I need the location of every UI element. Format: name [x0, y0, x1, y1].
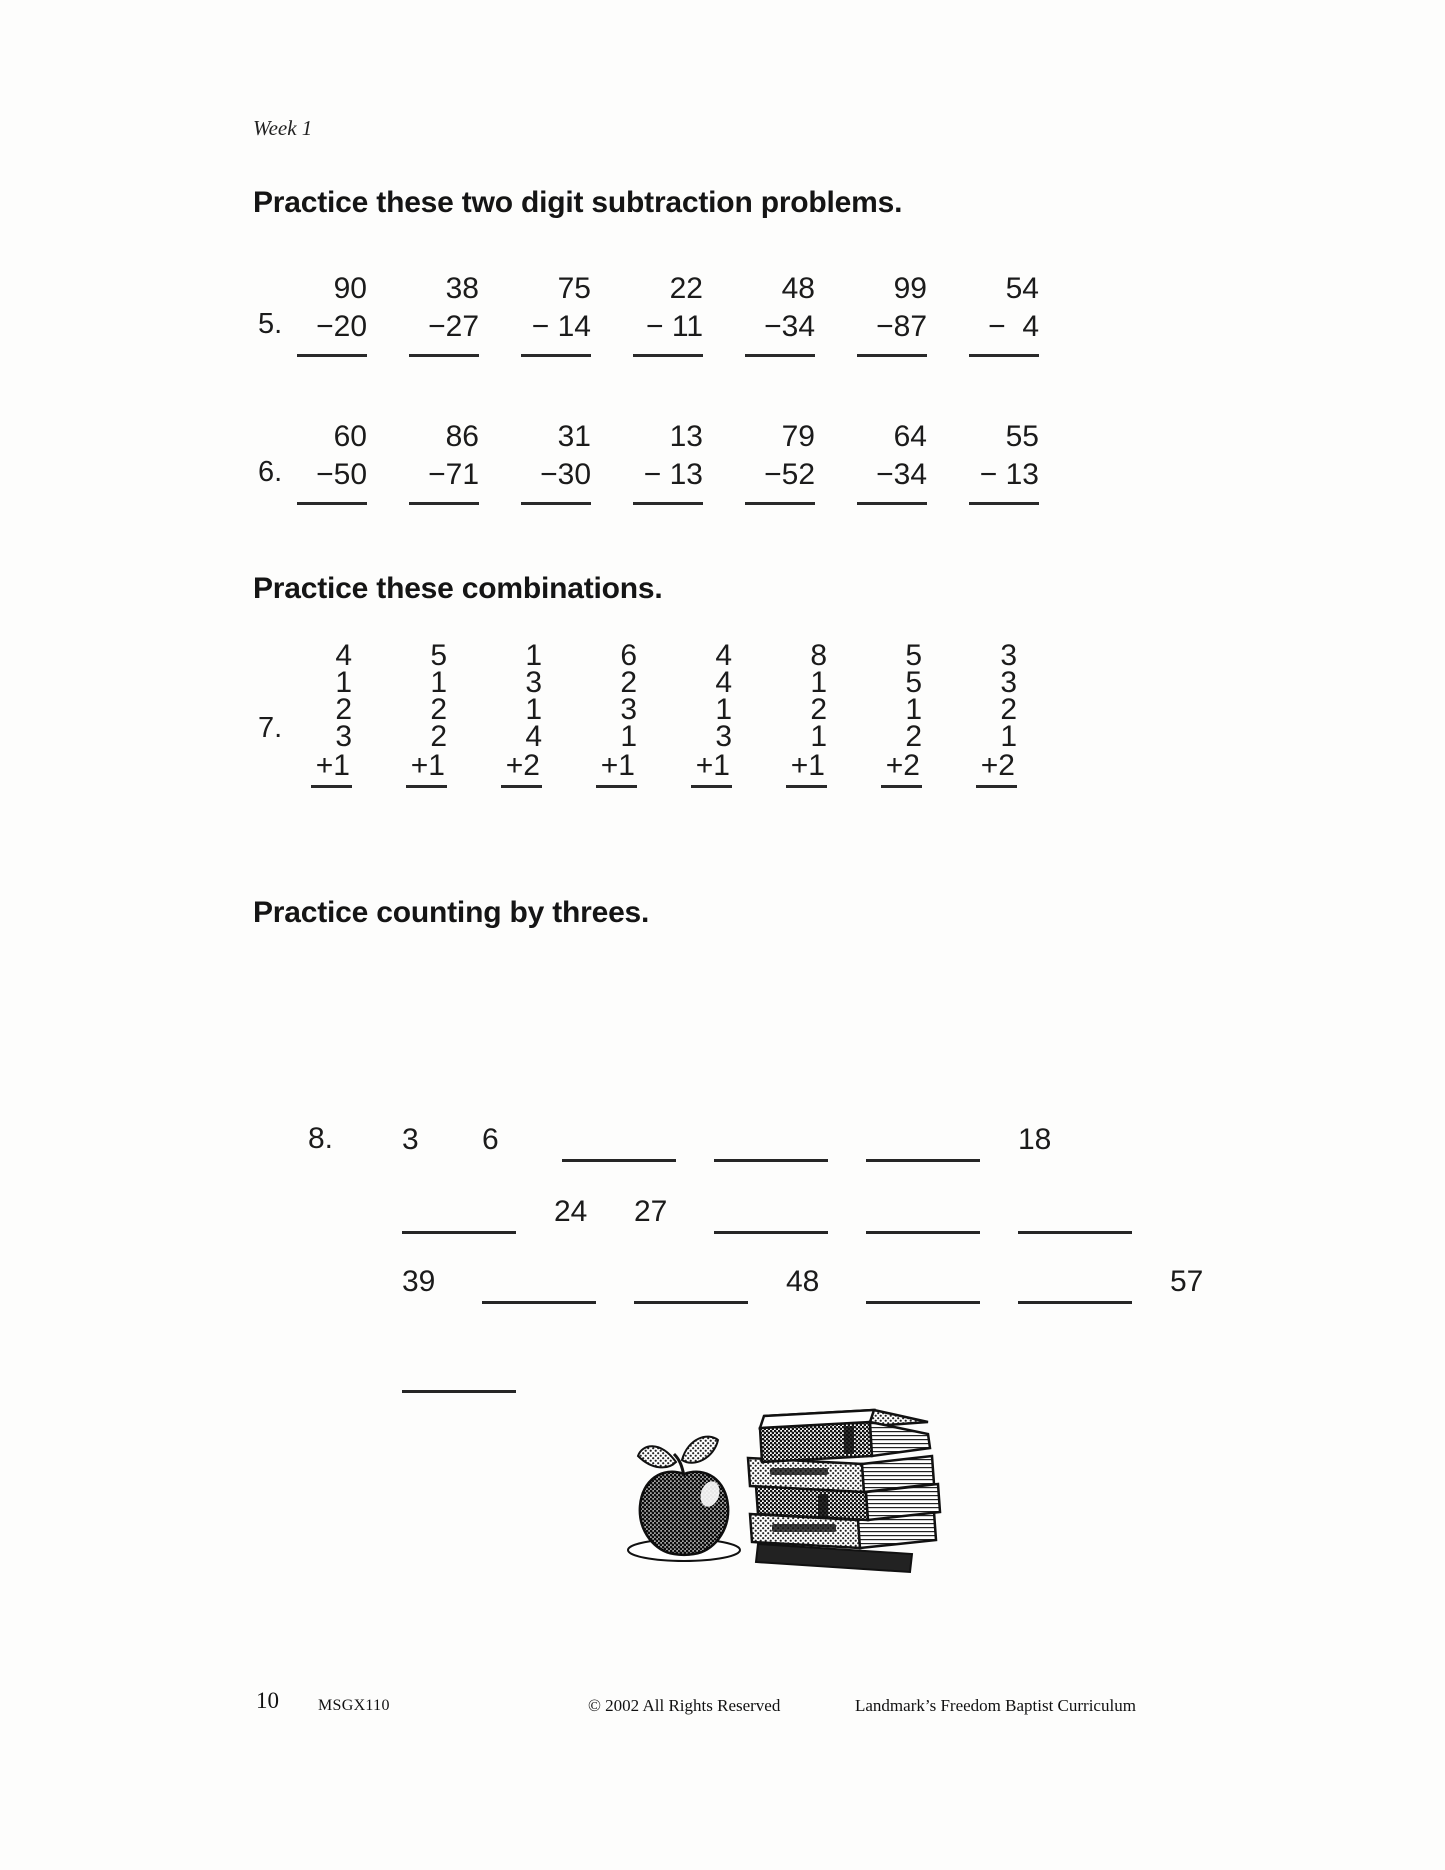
answer-line — [633, 502, 703, 505]
addend: 2 — [905, 720, 922, 753]
addend: 1 — [905, 693, 922, 726]
books-icon — [748, 1410, 940, 1572]
answer-line — [857, 502, 927, 505]
subtraction-problem — [397, 418, 509, 505]
subtrahend: − 14 — [531, 310, 591, 343]
addend: 2 — [810, 693, 827, 726]
combination-column — [950, 639, 1045, 788]
subtrahend: −52 — [764, 458, 815, 491]
subtraction-problem — [397, 270, 509, 357]
addend: 6 — [620, 639, 637, 672]
addend: 1 — [525, 693, 542, 726]
minuend: 22 — [669, 272, 703, 305]
subtraction-problem — [957, 270, 1069, 357]
footer-copyright: © 2002 All Rights Reserved — [588, 1696, 781, 1715]
blank-answer-line — [402, 1350, 516, 1393]
addend: 3 — [1000, 639, 1017, 672]
minuend: 64 — [893, 420, 927, 453]
addend: 3 — [1000, 666, 1017, 699]
final-addend: +2 — [976, 752, 1017, 788]
minuend: 79 — [781, 420, 815, 453]
week-label: Week 1 — [253, 116, 313, 140]
addend: 5 — [430, 639, 447, 672]
minuend: 99 — [893, 272, 927, 305]
answer-line — [521, 354, 591, 357]
footer-publisher: Landmark’s Freedom Baptist Curriculum — [855, 1696, 1136, 1715]
answer-line — [745, 354, 815, 357]
apple-icon — [628, 1437, 740, 1561]
subtraction-row — [258, 418, 1069, 505]
addend: 4 — [335, 639, 352, 672]
addend: 3 — [525, 666, 542, 699]
combination-column — [760, 639, 855, 788]
subtrahend: − 13 — [643, 458, 703, 491]
subtraction-problem — [957, 418, 1069, 505]
subtraction-problem — [621, 270, 733, 357]
final-addend: +1 — [691, 752, 732, 788]
counting-number: 6 — [482, 1123, 499, 1156]
answer-line — [521, 502, 591, 505]
final-addend: +2 — [501, 752, 542, 788]
footer-code: MSGX110 — [318, 1697, 390, 1714]
subtrahend: −50 — [316, 458, 367, 491]
subtraction-problem — [621, 418, 733, 505]
final-addend: +1 — [596, 752, 637, 788]
addend: 5 — [905, 666, 922, 699]
answer-line — [633, 354, 703, 357]
combination-column — [665, 639, 760, 788]
blank-answer-line — [866, 1119, 980, 1162]
blank-answer-line — [714, 1119, 828, 1162]
subtraction-problem — [733, 418, 845, 505]
blank-answer-line — [866, 1191, 980, 1234]
answer-line — [297, 502, 367, 505]
minuend: 60 — [333, 420, 367, 453]
counting-number: 57 — [1170, 1265, 1204, 1298]
minuend: 31 — [557, 420, 591, 453]
answer-line — [745, 502, 815, 505]
addend: 2 — [430, 693, 447, 726]
addend: 5 — [905, 639, 922, 672]
blank-answer-line — [634, 1261, 748, 1304]
subtrahend: −71 — [428, 458, 479, 491]
problem-number: 6. — [258, 456, 283, 488]
addend: 3 — [335, 720, 352, 753]
combinations-section — [285, 639, 1045, 788]
subtraction-problem — [285, 270, 397, 357]
blank-answer-line — [402, 1191, 516, 1234]
counting-row — [402, 1260, 1212, 1304]
minuend: 55 — [1005, 420, 1039, 453]
final-addend: +1 — [311, 752, 352, 788]
subtraction-problem — [733, 270, 845, 357]
apple-and-books-illustration — [622, 1382, 957, 1582]
combination-column — [285, 639, 380, 788]
answer-line — [297, 354, 367, 357]
counting-row — [402, 1118, 1060, 1162]
addend: 2 — [430, 720, 447, 753]
counting-number: 39 — [402, 1265, 436, 1298]
addend: 1 — [1000, 720, 1017, 753]
counting-number: 48 — [786, 1265, 820, 1298]
combination-column — [380, 639, 475, 788]
addend: 8 — [810, 639, 827, 672]
addend: 1 — [715, 693, 732, 726]
addend: 2 — [335, 693, 352, 726]
counting-heading: Practice counting by threes. — [253, 896, 650, 929]
addend: 1 — [620, 720, 637, 753]
subtrahend: −34 — [876, 458, 927, 491]
minuend: 54 — [1005, 272, 1039, 305]
addend: 4 — [715, 666, 732, 699]
blank-answer-line — [866, 1261, 980, 1304]
addend: 1 — [810, 666, 827, 699]
answer-line — [857, 354, 927, 357]
minuend: 38 — [445, 272, 479, 305]
counting-row — [402, 1350, 516, 1393]
counting-number: 3 — [402, 1123, 419, 1156]
combinations-heading: Practice these combinations. — [253, 572, 663, 605]
addend: 2 — [1000, 693, 1017, 726]
problem-number-7: 7. — [258, 712, 283, 744]
addend: 1 — [430, 666, 447, 699]
addend: 2 — [620, 666, 637, 699]
subtraction-problem — [845, 418, 957, 505]
subtrahend: −30 — [540, 458, 591, 491]
addend: 3 — [715, 720, 732, 753]
answer-line — [969, 502, 1039, 505]
counting-number: 27 — [634, 1195, 668, 1228]
problem-number: 5. — [258, 308, 283, 340]
subtraction-problem — [509, 418, 621, 505]
subtrahend: −34 — [764, 310, 815, 343]
answer-line — [969, 354, 1039, 357]
blank-answer-line — [482, 1261, 596, 1304]
combination-column — [475, 639, 570, 788]
addend: 4 — [715, 639, 732, 672]
counting-row — [402, 1190, 1132, 1234]
answer-line — [409, 502, 479, 505]
addend: 3 — [620, 693, 637, 726]
blank-answer-line — [562, 1119, 676, 1162]
subtrahend: − 11 — [646, 310, 703, 343]
minuend: 48 — [781, 272, 815, 305]
subtraction-heading: Practice these two digit subtraction problems. — [253, 186, 903, 219]
subtrahend: −87 — [876, 310, 927, 343]
minuend: 90 — [333, 272, 367, 305]
combination-column — [570, 639, 665, 788]
addend: 1 — [335, 666, 352, 699]
subtrahend: −20 — [316, 310, 367, 343]
minuend: 13 — [669, 420, 703, 453]
subtraction-problem — [285, 418, 397, 505]
addend: 4 — [525, 720, 542, 753]
answer-line — [409, 354, 479, 357]
subtrahend: − 4 — [988, 310, 1039, 343]
counting-number: 24 — [554, 1195, 588, 1228]
final-addend: +1 — [786, 752, 827, 788]
final-addend: +1 — [406, 752, 447, 788]
subtraction-row — [258, 270, 1069, 357]
page-number: 10 — [256, 1688, 279, 1713]
minuend: 75 — [557, 272, 591, 305]
subtrahend: − 13 — [979, 458, 1039, 491]
subtraction-problem — [845, 270, 957, 357]
counting-number: 18 — [1018, 1123, 1052, 1156]
subtrahend: −27 — [428, 310, 479, 343]
minuend: 86 — [445, 420, 479, 453]
subtraction-problem — [509, 270, 621, 357]
combination-column — [855, 639, 950, 788]
problem-number-8: 8. — [308, 1122, 334, 1155]
blank-answer-line — [714, 1191, 828, 1234]
blank-answer-line — [1018, 1261, 1132, 1304]
addend: 1 — [525, 639, 542, 672]
final-addend: +2 — [881, 752, 922, 788]
addend: 1 — [810, 720, 827, 753]
blank-answer-line — [1018, 1191, 1132, 1234]
